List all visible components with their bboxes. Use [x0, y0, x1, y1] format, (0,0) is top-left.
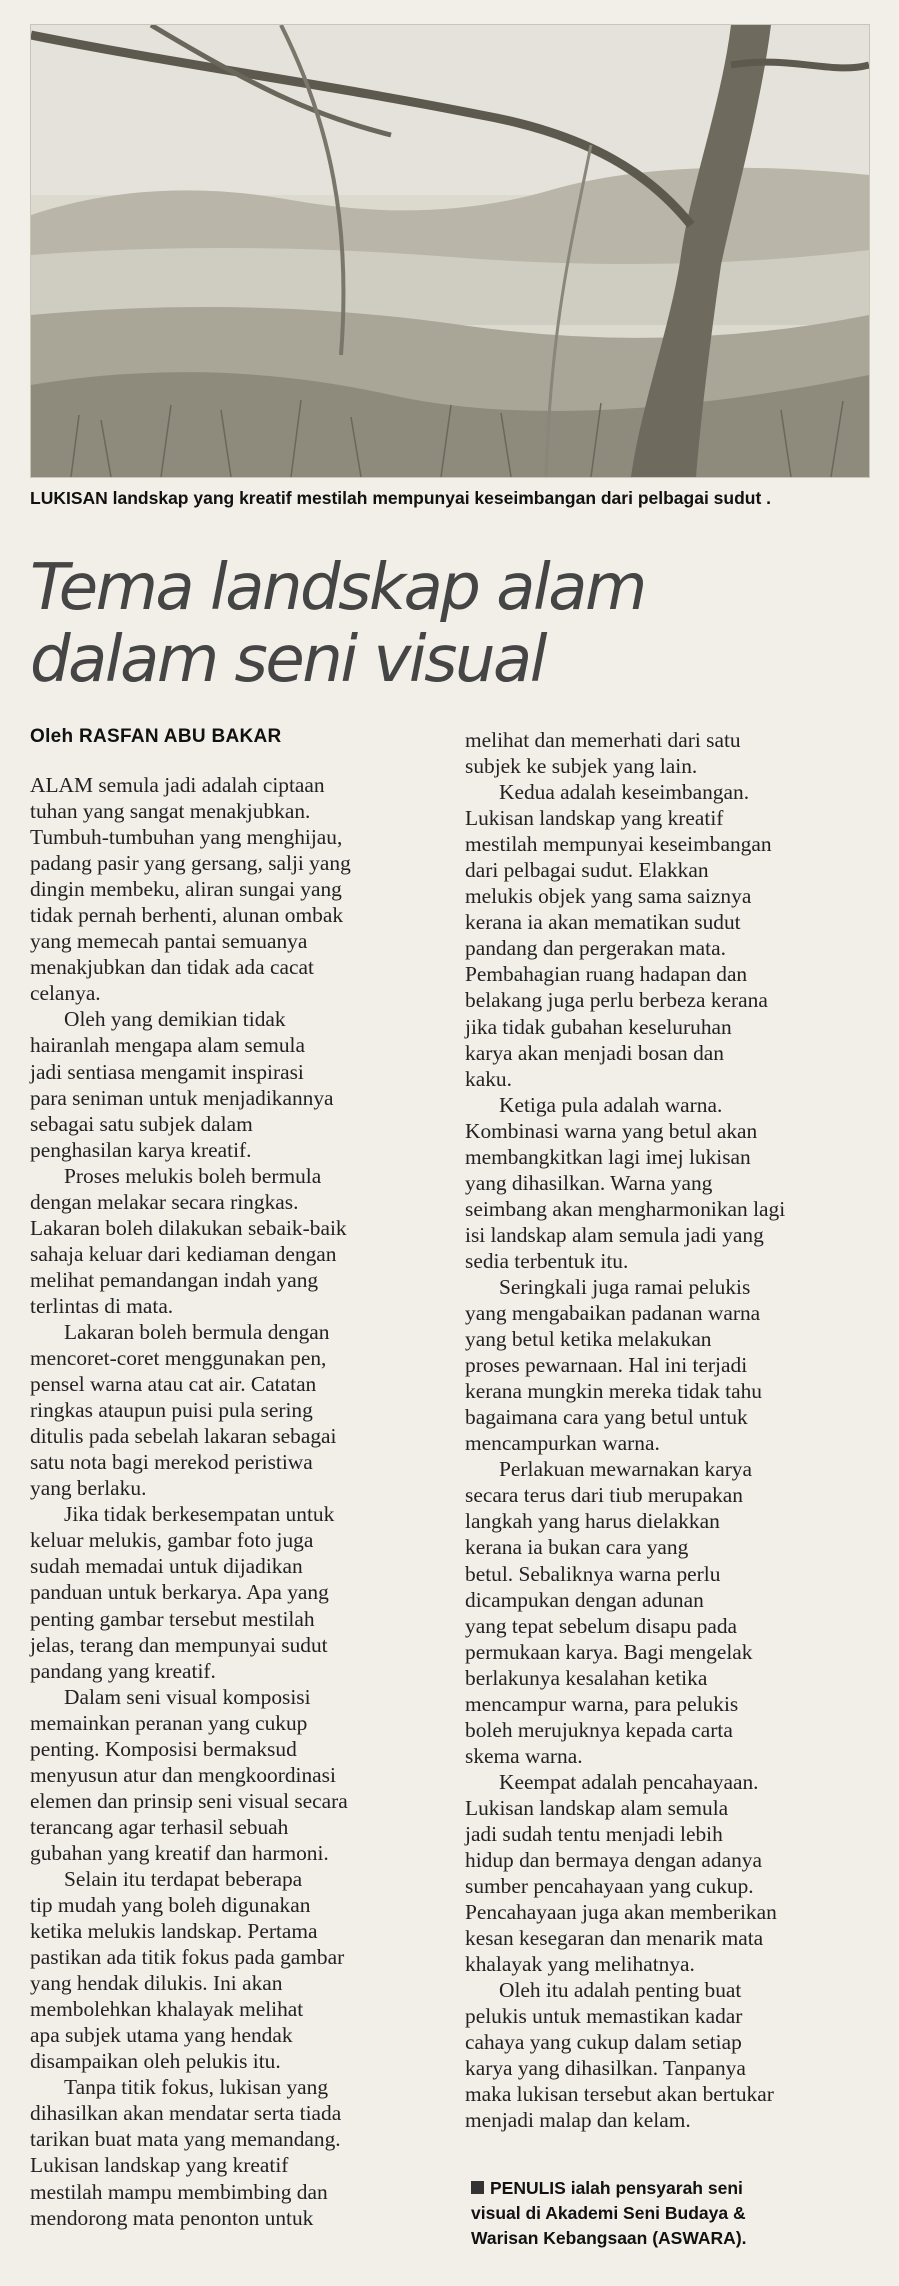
text-line: jadi sudah tentu menjadi lebih — [465, 1821, 723, 1846]
text-line: yang dihasilkan. Warna yang — [465, 1170, 713, 1195]
headline-line-2: dalam seni visual — [30, 623, 545, 697]
landscape-painting-image — [31, 25, 869, 477]
text-line: yang berlaku. — [30, 1476, 147, 1501]
text-line: panduan untuk berkarya. Apa yang — [30, 1580, 329, 1605]
text-line: tidak pernah berhenti, alunan ombak — [30, 903, 344, 928]
text-line: ditulis pada sebelah lakaran sebagai — [30, 1424, 337, 1449]
text-line: yang mengabaikan padanan warna — [465, 1301, 761, 1326]
text-line: Lukisan landskap alam semula — [465, 1795, 729, 1820]
text-line: Lukisan landskap yang kreatif — [30, 2153, 289, 2178]
text-line: jadi sentiasa mengamit inspirasi — [30, 1059, 304, 1084]
text-line: mencampur warna, para pelukis — [465, 1691, 739, 1716]
text-line: kesan kesegaran dan menarik mata — [465, 1926, 764, 1951]
text-line: Selain itu terdapat beberapa — [64, 1866, 303, 1891]
text-line: celanya. — [30, 981, 101, 1006]
text-line: bagaimana cara yang betul untuk — [465, 1405, 748, 1430]
text-line: yang betul ketika melakukan — [465, 1327, 712, 1352]
text-line: kerana mungkin mereka tidak tahu — [465, 1379, 762, 1404]
text-line: dingin membeku, aliran sungai yang — [30, 877, 342, 902]
text-line: ketika melukis landskap. Pertama — [30, 1919, 318, 1944]
text-line: yang tepat sebelum disapu pada — [465, 1613, 738, 1638]
text-line: pandang dan pergerakan mata. — [465, 936, 726, 961]
text-line: berlakunya kesalahan ketika — [465, 1665, 708, 1690]
text-line: penting. Komposisi bermaksud — [30, 1736, 297, 1761]
text-line: dicampukan dengan adunan — [465, 1587, 704, 1612]
text-line: menjadi malap dan kelam. — [465, 2108, 691, 2133]
text-line: Lakaran boleh dilakukan sebaik-baik — [30, 1215, 347, 1240]
text-line: cahaya yang cukup dalam setiap — [465, 2030, 742, 2055]
text-line: jelas, terang dan mempunyai sudut — [30, 1632, 328, 1657]
text-line: mestilah mampu membimbing dan — [30, 2179, 328, 2204]
landscape-painting-photo — [30, 24, 870, 478]
text-line: yang memecah pantai semuanya — [30, 929, 308, 954]
text-line: Tanpa titik fokus, lukisan yang — [64, 2075, 329, 2100]
text-line: penting gambar tersebut mestilah — [30, 1606, 315, 1631]
text-line: gubahan yang kreatif dan harmoni. — [30, 1840, 329, 1865]
text-line: Perlakuan mewarnakan karya — [499, 1457, 753, 1482]
text-line: yang hendak dilukis. Ini akan — [30, 1971, 283, 1996]
text-line: Oleh itu adalah penting buat — [499, 1978, 742, 2003]
text-line: secara terus dari tiub merupakan — [465, 1483, 743, 1508]
text-line: Jika tidak berkesempatan untuk — [64, 1502, 335, 1527]
text-line: Kedua adalah keseimbangan. — [499, 780, 750, 805]
author-note-text-1: PENULIS ialah pensyarah seni — [490, 2178, 743, 2198]
text-line: isi landskap alam semula jadi yang — [465, 1222, 764, 1247]
text-line: membangkitkan lagi imej lukisan — [465, 1144, 751, 1169]
text-line: menakjubkan dan tidak ada cacat — [30, 955, 314, 980]
text-line: melukis objek yang sama saiznya — [465, 884, 752, 909]
text-line: permukaan karya. Bagi mengelak — [465, 1639, 753, 1664]
text-line: para seniman untuk menjadikannya — [30, 1085, 334, 1110]
text-line: tuhan yang sangat menakjubkan. — [30, 799, 311, 824]
text-line: Ketiga pula adalah warna. — [499, 1092, 723, 1117]
text-line: Kombinasi warna yang betul akan — [465, 1118, 758, 1143]
text-line: Lukisan landskap yang kreatif — [465, 806, 724, 831]
text-line: sahaja keluar dari kediaman dengan — [30, 1241, 337, 1266]
text-line: melihat dan memerhati dari satu — [465, 728, 741, 752]
text-line: dihasilkan akan mendatar serta tiada — [30, 2101, 342, 2126]
text-line: mendorong mata penonton untuk — [30, 2205, 314, 2230]
text-line: Oleh yang demikian tidak — [64, 1007, 286, 1032]
text-line: maka lukisan tersebut akan bertukar — [465, 2082, 774, 2107]
author-note-line: Warisan Kebangsaan (ASWARA). — [471, 2228, 747, 2248]
text-line: tarikan buat mata yang memandang. — [30, 2127, 341, 2152]
text-line: pelukis untuk memastikan kadar — [465, 2004, 743, 2029]
text-line: langkah yang harus dielakkan — [465, 1509, 720, 1534]
text-line: sudah memadai untuk dijadikan — [30, 1554, 303, 1579]
byline: Oleh RASFAN ABU BAKAR — [30, 726, 282, 747]
text-line: Pencahayaan juga akan memberikan — [465, 1900, 777, 1925]
text-line: Keempat adalah pencahayaan. — [499, 1769, 759, 1794]
text-line: satu nota bagi merekod peristiwa — [30, 1450, 313, 1475]
text-line: Proses melukis boleh bermula — [64, 1163, 322, 1188]
text-line: penghasilan karya kreatif. — [30, 1137, 252, 1162]
text-line: pastikan ada titik fokus pada gambar — [30, 1945, 345, 1970]
text-line: seimbang akan mengharmonikan lagi — [465, 1196, 786, 1221]
text-line: khalayak yang melihatnya. — [465, 1952, 695, 1977]
text-line: mencoret-coret menggunakan pen, — [30, 1346, 327, 1371]
text-line: padang pasir yang gersang, salji yang — [30, 851, 351, 876]
text-line: apa subjek utama yang hendak — [30, 2023, 293, 2048]
photo-caption: LUKISAN landskap yang kreatif mestilah mempunyai keseimbangan dari pelbagai sudut . — [30, 488, 772, 508]
text-line: betul. Sebaliknya warna perlu — [465, 1561, 721, 1586]
text-line: elemen dan prinsip seni visual secara — [30, 1788, 348, 1813]
text-line: belakang juga perlu berbeza kerana — [465, 988, 768, 1013]
text-line: ALAM semula jadi adalah ciptaan — [30, 773, 325, 797]
text-line: hidup dan bermaya dengan adanya — [465, 1848, 762, 1873]
author-note — [471, 2176, 881, 2251]
headline-line-1: Tema landskap alam — [30, 551, 645, 625]
author-note-line — [471, 2176, 881, 2201]
text-line: Pembahagian ruang hadapan dan — [465, 962, 748, 987]
text-line: memainkan peranan yang cukup — [30, 1710, 308, 1735]
text-line: Tumbuh-tumbuhan yang menghijau, — [30, 825, 343, 850]
text-line: menyusun atur dan mengkoordinasi — [30, 1762, 336, 1787]
text-line: melihat pemandangan indah yang — [30, 1267, 319, 1292]
text-line: jika tidak gubahan keseluruhan — [465, 1014, 732, 1039]
square-bullet-icon — [471, 2181, 484, 2194]
text-line: Seringkali juga ramai pelukis — [499, 1274, 751, 1299]
article-column-2 — [465, 727, 870, 2134]
text-line: proses pewarnaan. Hal ini terjadi — [465, 1353, 748, 1378]
text-line: keluar melukis, gambar foto juga — [30, 1528, 314, 1553]
text-line: dari pelbagai sudut. Elakkan — [465, 858, 709, 883]
text-line: terancang agar terhasil sebuah — [30, 1814, 289, 1839]
text-line: dengan melakar secara ringkas. — [30, 1189, 299, 1214]
text-line: karya yang dihasilkan. Tanpanya — [465, 2056, 746, 2081]
text-line: membolehkan khalayak melihat — [30, 1997, 304, 2022]
text-line: hairanlah mengapa alam semula — [30, 1033, 305, 1058]
text-line: kaku. — [465, 1066, 512, 1091]
text-line: Dalam seni visual komposisi — [64, 1684, 311, 1709]
text-line: disampaikan oleh pelukis itu. — [30, 2049, 281, 2074]
text-line: pandang yang kreatif. — [30, 1658, 216, 1683]
text-line: sebagai satu subjek dalam — [30, 1111, 253, 1136]
article-column-1 — [30, 772, 435, 2231]
text-line: mencampurkan warna. — [465, 1431, 660, 1456]
text-line: sumber pencahayaan yang cukup. — [465, 1874, 754, 1899]
text-line: mestilah mempunyai keseimbangan — [465, 832, 772, 857]
text-line: sedia terbentuk itu. — [465, 1248, 629, 1273]
text-line: subjek ke subjek yang lain. — [465, 754, 698, 779]
author-note-line: visual di Akademi Seni Budaya & — [471, 2203, 746, 2223]
text-line: karya akan menjadi bosan dan — [465, 1040, 724, 1065]
text-line: Lakaran boleh bermula dengan — [64, 1319, 330, 1344]
text-line: tip mudah yang boleh digunakan — [30, 1893, 311, 1918]
text-line: kerana ia bukan cara yang — [465, 1535, 689, 1560]
text-line: pensel warna atau cat air. Catatan — [30, 1372, 317, 1397]
text-line: skema warna. — [465, 1743, 583, 1768]
text-line: boleh merujuknya kepada carta — [465, 1717, 733, 1742]
text-line: kerana ia akan mematikan sudut — [465, 910, 741, 935]
text-line: terlintas di mata. — [30, 1293, 174, 1318]
article-headline — [30, 552, 830, 696]
text-line: ringkas ataupun puisi pula sering — [30, 1398, 313, 1423]
